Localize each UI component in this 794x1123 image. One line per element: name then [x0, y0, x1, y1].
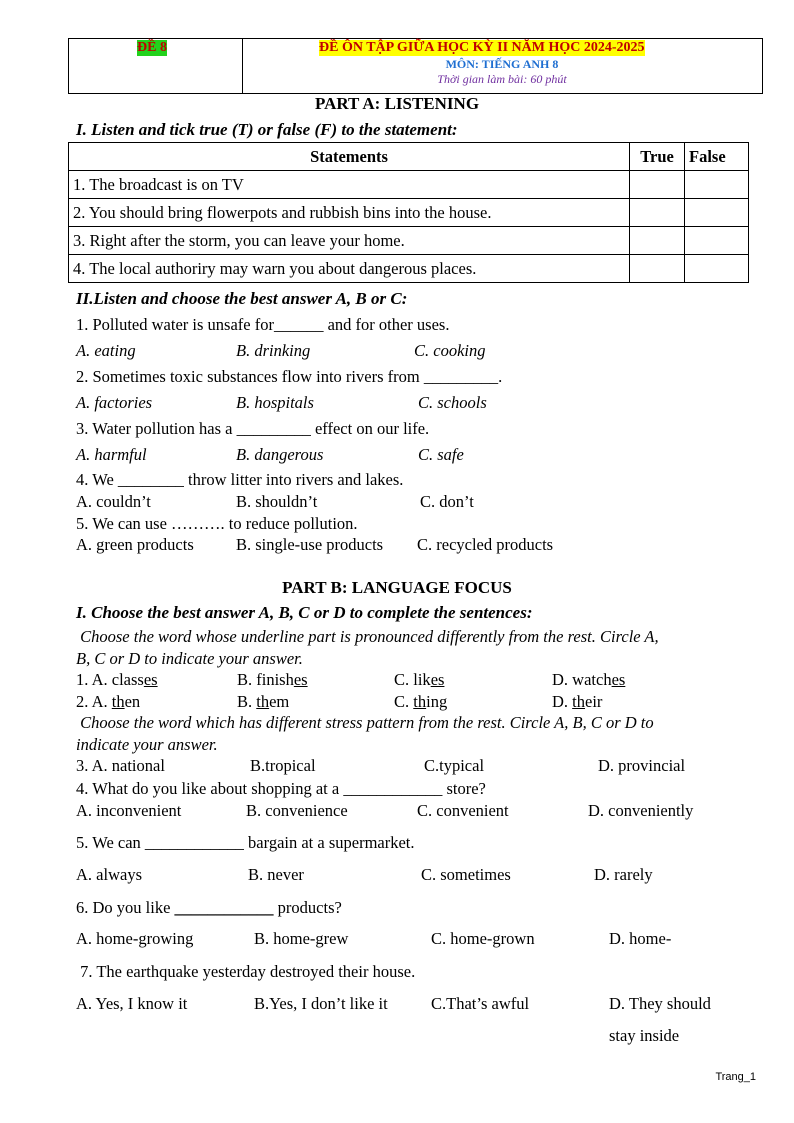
option-d: D. home- — [609, 929, 672, 948]
option-c: C. convenient — [417, 801, 509, 820]
option-a-underlined: th — [111, 692, 125, 711]
statements-header: Statements — [69, 143, 630, 171]
option-c: C. safe — [418, 445, 464, 464]
option-text: B. — [237, 692, 257, 711]
true-answer-cell[interactable] — [630, 171, 685, 199]
part-a-section2-title: II.Listen and choose the best answer A, B or C: — [76, 289, 408, 308]
question-text: 6. Do you like — [76, 898, 175, 917]
option-a: A. Yes, I know it — [76, 994, 188, 1013]
option-a: A. home-growing — [76, 929, 194, 948]
part-a-section1-title: I. Listen and tick true (T) or false (F) to the statement: — [76, 120, 458, 139]
question-number: 2. — [76, 692, 92, 711]
option-rest: eir — [585, 692, 603, 711]
table-row — [69, 227, 749, 255]
option-a: A. harmful — [76, 445, 147, 464]
option-c: C.That’s awful — [431, 994, 530, 1013]
option-text: D. — [552, 692, 573, 711]
option-d: D. They should — [609, 994, 711, 1013]
option-b: B. hospitals — [236, 393, 314, 412]
option-b: B.tropical — [250, 756, 316, 775]
option-c: C. home-grown — [431, 929, 535, 948]
option-text: C. — [394, 692, 414, 711]
question-3-option-a: 3. A. national — [76, 756, 165, 775]
instruction-pronunciation-cont: B, C or D to indicate your answer. — [76, 649, 303, 668]
option-a: A. eating — [76, 341, 136, 360]
question-1: 1. Polluted water is unsafe for______ and for other uses. — [76, 315, 450, 334]
option-d: D. rarely — [594, 865, 653, 884]
true-header: True — [630, 143, 685, 171]
option-b — [237, 692, 289, 712]
false-answer-cell[interactable] — [685, 171, 749, 199]
option-a: A. inconvenient — [76, 801, 182, 820]
true-answer-cell[interactable] — [630, 255, 685, 283]
question-2 — [76, 692, 140, 712]
question-3: 3. Water pollution has a _________ effect on our life. — [76, 419, 430, 438]
statement-cell: 3. Right after the storm, you can leave your home. — [69, 227, 630, 255]
instruction-stress: Choose the word which has different stress pattern from the rest. Circle A, B, C or D to — [76, 713, 654, 732]
option-b: B. drinking — [236, 341, 311, 360]
option-d-cont: stay inside — [609, 1026, 680, 1045]
option-underlined: th — [256, 692, 270, 711]
exam-time: Thời gian làm bài: 60 phút — [437, 72, 567, 86]
exam-header — [68, 38, 763, 94]
option-underlined: th — [413, 692, 427, 711]
option-rest: ing — [426, 692, 448, 711]
question-6 — [76, 898, 342, 918]
option-underlined: th — [572, 692, 586, 711]
table-row — [69, 255, 749, 283]
answer-blank: ____________ — [174, 898, 274, 917]
option-b: B. home-grew — [254, 929, 349, 948]
option-text: C. lik — [394, 670, 431, 689]
part-b-section1-title: I. Choose the best answer A, B, C or D to complete the sentences: — [76, 603, 533, 622]
false-answer-cell[interactable] — [685, 199, 749, 227]
option-c: C.typical — [424, 756, 485, 775]
table-header-row — [69, 143, 749, 171]
question-5: 5. We can use ………. to reduce pollution. — [76, 514, 358, 533]
option-rest: em — [269, 692, 290, 711]
option-b: B.Yes, I don’t like it — [254, 994, 388, 1013]
question-4: 4. We ________ throw litter into rivers and lakes. — [76, 470, 404, 489]
false-header: False — [685, 143, 749, 171]
false-answer-cell[interactable] — [685, 255, 749, 283]
table-row — [69, 171, 749, 199]
option-a-text: A. class — [91, 670, 144, 689]
question-text-end: products? — [273, 898, 342, 917]
option-underlined: es — [611, 670, 626, 689]
page-number: Trang_1 — [715, 1071, 756, 1083]
option-a: A. green products — [76, 535, 194, 554]
option-b: B. convenience — [246, 801, 348, 820]
option-c: C. schools — [418, 393, 487, 412]
statement-cell: 4. The local authoriry may warn you about dangerous places. — [69, 255, 630, 283]
option-underlined: es — [293, 670, 308, 689]
true-false-table — [68, 142, 749, 283]
option-b: B. single-use products — [236, 535, 384, 554]
part-b-title: PART B: LANGUAGE FOCUS — [282, 578, 512, 597]
option-text: D. watch — [552, 670, 612, 689]
option-a-text: A. — [91, 692, 112, 711]
statement-cell: 2. You should bring flowerpots and rubbish bins into the house. — [69, 199, 630, 227]
option-text: B. finish — [237, 670, 294, 689]
option-b: B. never — [248, 865, 304, 884]
question-7: 7. The earthquake yesterday destroyed their house. — [76, 962, 416, 981]
option-a: A. couldn’t — [76, 492, 151, 511]
true-answer-cell[interactable] — [630, 227, 685, 255]
option-c: C. cooking — [414, 341, 486, 360]
option-c: C. sometimes — [421, 865, 511, 884]
question-number: 1. — [76, 670, 92, 689]
table-row — [69, 199, 749, 227]
instruction-stress-cont: indicate your answer. — [76, 735, 218, 754]
option-b — [237, 670, 308, 690]
option-c: C. recycled products — [417, 535, 554, 554]
false-answer-cell[interactable] — [685, 227, 749, 255]
question-5: 5. We can ____________ bargain at a supermarket. — [76, 833, 415, 852]
option-d: D. provincial — [598, 756, 686, 775]
exam-title: ĐỀ ÔN TẬP GIỮA HỌC KỲ II NĂM HỌC 2024-2025 — [319, 40, 645, 55]
part-a-title: PART A: LISTENING — [314, 94, 480, 113]
instruction-pronunciation: Choose the word whose underline part is pronounced differently from the rest. Circle A, — [76, 627, 659, 646]
question-4: 4. What do you like about shopping at a ____________ store? — [76, 779, 486, 798]
option-b: B. shouldn’t — [236, 492, 318, 511]
option-a: A. always — [76, 865, 142, 884]
option-underlined: es — [430, 670, 445, 689]
option-c — [394, 670, 444, 690]
exam-subject: MÔN: TIẾNG ANH 8 — [445, 57, 559, 71]
question-2: 2. Sometimes toxic substances flow into rivers from _________. — [76, 367, 503, 386]
question-1 — [76, 670, 158, 690]
option-d — [552, 670, 625, 690]
exam-code: ĐỀ 8 — [137, 40, 167, 55]
option-d — [552, 692, 602, 712]
option-a-underlined: es — [143, 670, 158, 689]
true-answer-cell[interactable] — [630, 199, 685, 227]
option-c: C. don’t — [420, 492, 474, 511]
option-b: B. dangerous — [236, 445, 324, 464]
option-a: A. factories — [76, 393, 153, 412]
statement-cell: 1. The broadcast is on TV — [69, 171, 630, 199]
option-a-rest: en — [124, 692, 141, 711]
option-d: D. conveniently — [588, 801, 694, 820]
option-c — [394, 692, 447, 712]
